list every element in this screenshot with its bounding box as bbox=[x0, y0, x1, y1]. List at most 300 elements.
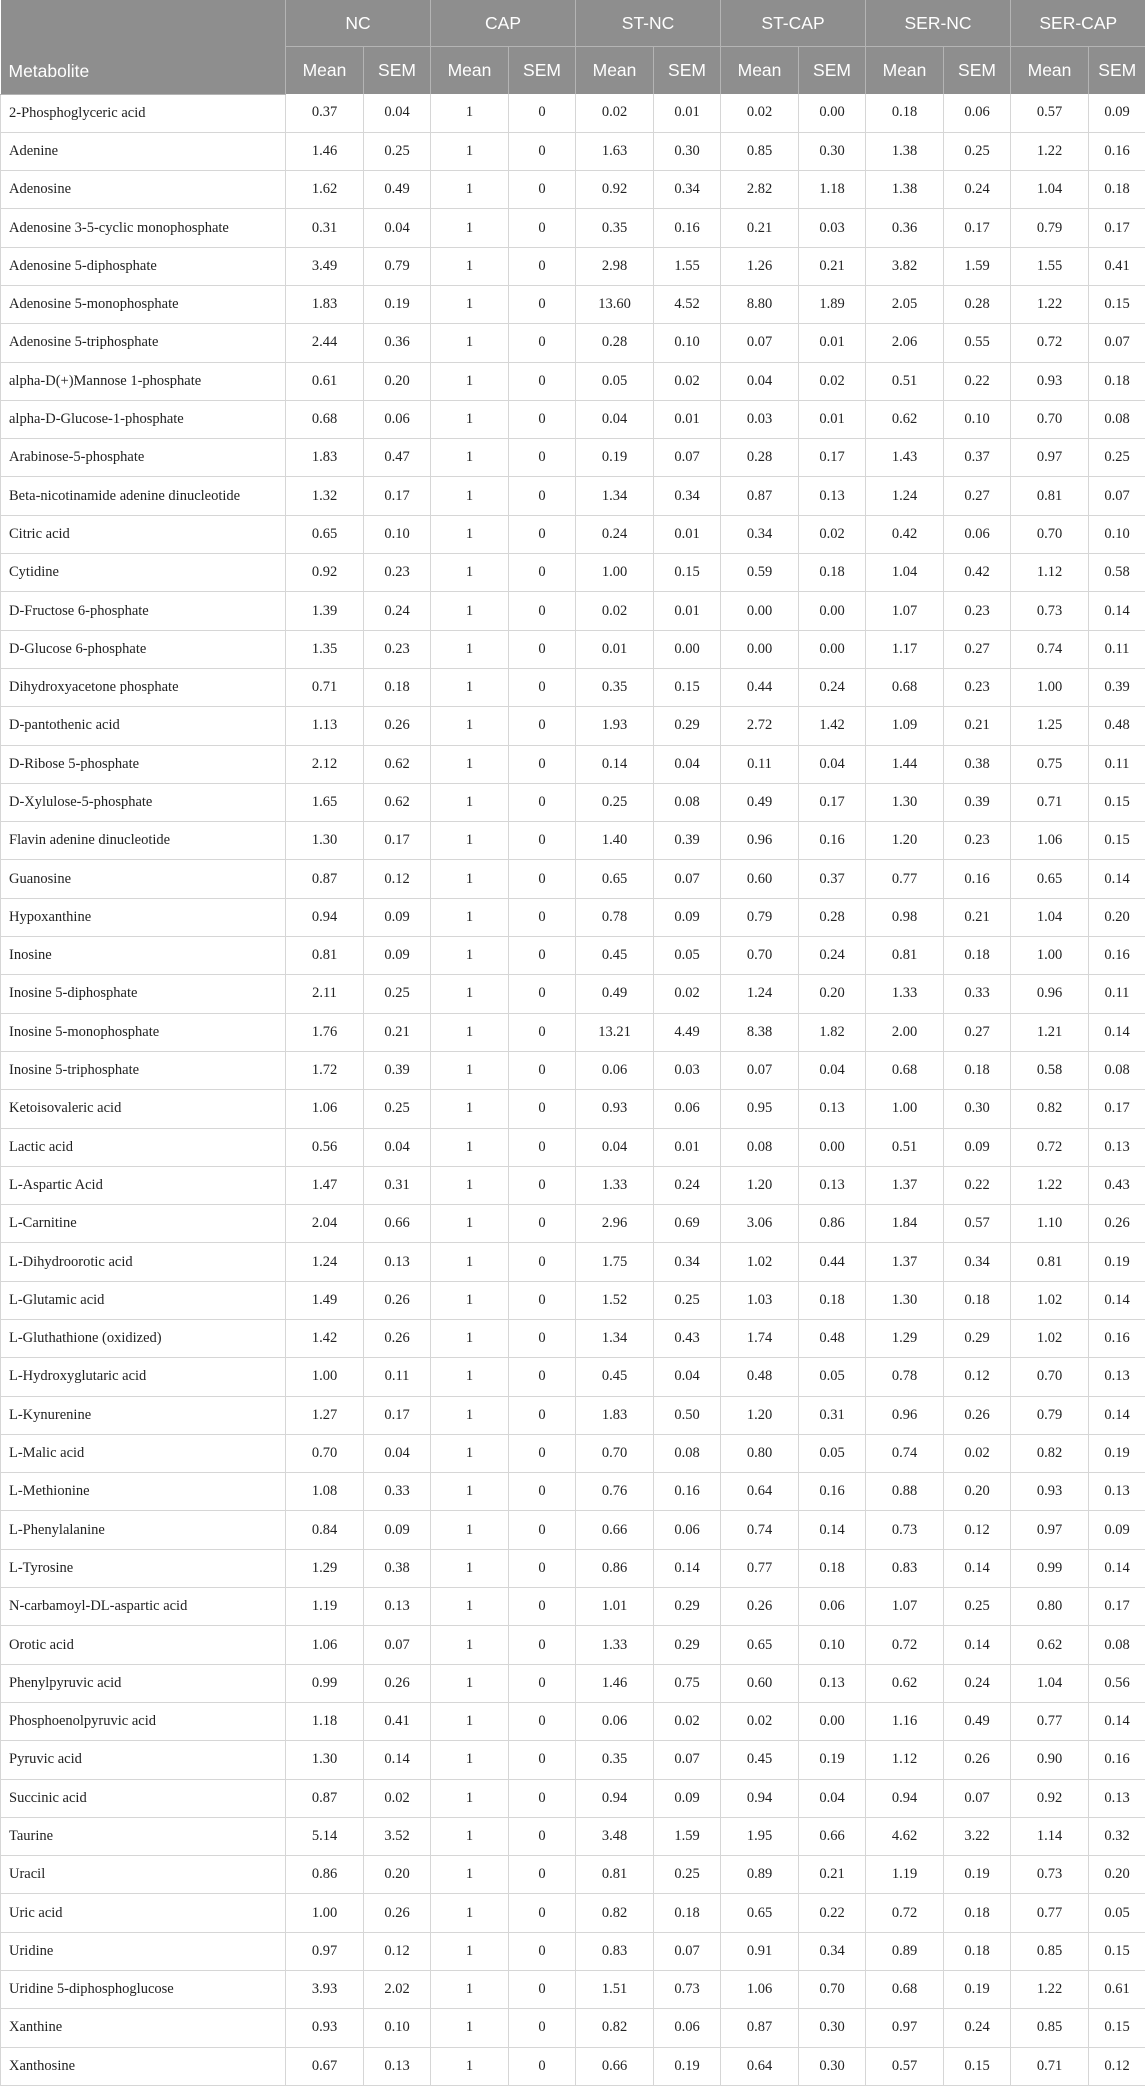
mean-value: 0.70 bbox=[1011, 400, 1089, 438]
sem-value: 0.17 bbox=[944, 209, 1011, 247]
mean-value: 1.33 bbox=[866, 975, 944, 1013]
table-row bbox=[1, 94, 1145, 132]
sem-value: 0.23 bbox=[364, 630, 431, 668]
metabolite-name: N-carbamoyl-DL-aspartic acid bbox=[1, 1588, 286, 1626]
mean-value: 3.48 bbox=[576, 1817, 654, 1855]
metabolite-name: Adenosine 5-monophosphate bbox=[1, 285, 286, 323]
sem-value: 0 bbox=[509, 822, 576, 860]
sem-value: 0.09 bbox=[944, 1128, 1011, 1166]
mean-value: 0.71 bbox=[1011, 2047, 1089, 2085]
table-row bbox=[1, 1013, 1145, 1051]
sem-value: 0.02 bbox=[944, 1434, 1011, 1472]
mean-header: Mean bbox=[431, 47, 509, 95]
mean-value: 1 bbox=[431, 1243, 509, 1281]
metabolite-name: Taurine bbox=[1, 1817, 286, 1855]
table-row bbox=[1, 285, 1145, 323]
mean-value: 0.73 bbox=[866, 1511, 944, 1549]
mean-value: 0.68 bbox=[866, 1971, 944, 2009]
mean-value: 0.93 bbox=[1011, 362, 1089, 400]
table-row bbox=[1, 822, 1145, 860]
sem-value: 0.07 bbox=[654, 1932, 721, 1970]
mean-value: 0.57 bbox=[1011, 94, 1089, 132]
sem-value: 0.11 bbox=[1089, 745, 1145, 783]
mean-value: 1 bbox=[431, 1281, 509, 1319]
sem-value: 3.22 bbox=[944, 1817, 1011, 1855]
sem-value: 0.06 bbox=[654, 1511, 721, 1549]
sem-value: 0.17 bbox=[364, 477, 431, 515]
mean-value: 0.70 bbox=[286, 1434, 364, 1472]
sem-value: 0.11 bbox=[1089, 975, 1145, 1013]
sem-value: 0.05 bbox=[1089, 1894, 1145, 1932]
mean-value: 1 bbox=[431, 1166, 509, 1204]
mean-value: 0.90 bbox=[1011, 1741, 1089, 1779]
mean-value: 1.37 bbox=[866, 1243, 944, 1281]
sem-value: 0.22 bbox=[799, 1894, 866, 1932]
mean-value: 0.25 bbox=[576, 783, 654, 821]
sem-value: 0.55 bbox=[944, 324, 1011, 362]
sem-value: 0.34 bbox=[654, 477, 721, 515]
mean-value: 0.97 bbox=[286, 1932, 364, 1970]
mean-value: 0.62 bbox=[866, 1664, 944, 1702]
mean-value: 0.66 bbox=[576, 1511, 654, 1549]
metabolite-name: Adenosine 3-5-cyclic monophosphate bbox=[1, 209, 286, 247]
sem-value: 0.23 bbox=[364, 554, 431, 592]
mean-value: 1.33 bbox=[576, 1626, 654, 1664]
sem-value: 0.04 bbox=[364, 1128, 431, 1166]
table-row bbox=[1, 1511, 1145, 1549]
mean-value: 1 bbox=[431, 1434, 509, 1472]
mean-value: 1.14 bbox=[1011, 1817, 1089, 1855]
sem-value: 0.19 bbox=[654, 2047, 721, 2085]
mean-value: 0.77 bbox=[1011, 1894, 1089, 1932]
mean-value: 1.08 bbox=[286, 1473, 364, 1511]
metabolite-name: Adenosine bbox=[1, 171, 286, 209]
sem-value: 0.24 bbox=[654, 1166, 721, 1204]
mean-value: 1.24 bbox=[721, 975, 799, 1013]
mean-value: 1 bbox=[431, 1971, 509, 2009]
mean-value: 1.46 bbox=[576, 1664, 654, 1702]
sem-value: 0.17 bbox=[364, 1396, 431, 1434]
mean-value: 2.04 bbox=[286, 1205, 364, 1243]
sem-value: 0.14 bbox=[364, 1741, 431, 1779]
mean-value: 1.83 bbox=[576, 1396, 654, 1434]
sem-value: 0.24 bbox=[944, 171, 1011, 209]
mean-value: 1 bbox=[431, 592, 509, 630]
mean-value: 1 bbox=[431, 1741, 509, 1779]
mean-value: 0.49 bbox=[576, 975, 654, 1013]
sem-value: 0.08 bbox=[1089, 400, 1145, 438]
mean-value: 0.68 bbox=[286, 400, 364, 438]
mean-value: 1 bbox=[431, 1549, 509, 1587]
sem-value: 0.12 bbox=[944, 1511, 1011, 1549]
mean-value: 0.87 bbox=[721, 477, 799, 515]
sem-value: 0.58 bbox=[1089, 554, 1145, 592]
mean-value: 0.01 bbox=[576, 630, 654, 668]
mean-value: 2.12 bbox=[286, 745, 364, 783]
mean-value: 1.17 bbox=[866, 630, 944, 668]
mean-value: 0.66 bbox=[576, 2047, 654, 2085]
metabolite-name: Uridine bbox=[1, 1932, 286, 1970]
sem-value: 0.19 bbox=[944, 1971, 1011, 2009]
sem-value: 0.21 bbox=[799, 1856, 866, 1894]
sem-value: 0.13 bbox=[799, 1664, 866, 1702]
sem-value: 0.16 bbox=[799, 1473, 866, 1511]
metabolite-name: D-Xylulose-5-phosphate bbox=[1, 783, 286, 821]
mean-value: 1 bbox=[431, 515, 509, 553]
mean-value: 0.94 bbox=[721, 1779, 799, 1817]
group-header-st-cap: ST-CAP bbox=[721, 0, 866, 47]
table-row bbox=[1, 783, 1145, 821]
table-row bbox=[1, 1320, 1145, 1358]
sem-value: 0.15 bbox=[944, 2047, 1011, 2085]
sem-value: 0.41 bbox=[1089, 247, 1145, 285]
sem-value: 0.43 bbox=[1089, 1166, 1145, 1204]
mean-value: 1.22 bbox=[1011, 132, 1089, 170]
mean-value: 0.79 bbox=[1011, 209, 1089, 247]
mean-value: 0.00 bbox=[721, 630, 799, 668]
mean-header: Mean bbox=[286, 47, 364, 95]
sem-value: 0.29 bbox=[654, 1588, 721, 1626]
mean-value: 1.30 bbox=[286, 1741, 364, 1779]
mean-value: 0.71 bbox=[1011, 783, 1089, 821]
mean-value: 0.81 bbox=[1011, 1243, 1089, 1281]
metabolite-name: Adenosine 5-triphosphate bbox=[1, 324, 286, 362]
mean-value: 0.06 bbox=[576, 1051, 654, 1089]
mean-value: 1.55 bbox=[1011, 247, 1089, 285]
sem-value: 0.10 bbox=[1089, 515, 1145, 553]
mean-value: 1.00 bbox=[1011, 668, 1089, 706]
sem-value: 0.79 bbox=[364, 247, 431, 285]
mean-value: 0.61 bbox=[286, 362, 364, 400]
sem-value: 0.22 bbox=[944, 362, 1011, 400]
mean-value: 0.70 bbox=[1011, 1358, 1089, 1396]
mean-value: 0.85 bbox=[721, 132, 799, 170]
table-row bbox=[1, 1281, 1145, 1319]
sem-value: 0 bbox=[509, 668, 576, 706]
sem-value: 0.15 bbox=[1089, 1932, 1145, 1970]
mean-value: 1.30 bbox=[286, 822, 364, 860]
mean-value: 0.45 bbox=[576, 937, 654, 975]
sem-value: 0.15 bbox=[1089, 783, 1145, 821]
sem-value: 0.19 bbox=[364, 285, 431, 323]
mean-value: 0.94 bbox=[866, 1779, 944, 1817]
mean-value: 0.95 bbox=[721, 1090, 799, 1128]
sem-value: 0.32 bbox=[1089, 1817, 1145, 1855]
mean-value: 1.51 bbox=[576, 1971, 654, 2009]
sem-value: 0 bbox=[509, 783, 576, 821]
mean-value: 1.47 bbox=[286, 1166, 364, 1204]
sem-value: 0.14 bbox=[799, 1511, 866, 1549]
sem-value: 0 bbox=[509, 630, 576, 668]
sem-value: 0.14 bbox=[1089, 592, 1145, 630]
sem-value: 0.34 bbox=[654, 171, 721, 209]
table-row bbox=[1, 1205, 1145, 1243]
sem-value: 0.24 bbox=[364, 592, 431, 630]
sem-value: 0 bbox=[509, 1320, 576, 1358]
sem-value: 0.47 bbox=[364, 439, 431, 477]
mean-value: 0.48 bbox=[721, 1358, 799, 1396]
sem-value: 0.01 bbox=[654, 400, 721, 438]
sem-value: 0.08 bbox=[654, 783, 721, 821]
table-row bbox=[1, 1779, 1145, 1817]
mean-value: 2.00 bbox=[866, 1013, 944, 1051]
sem-value: 0.33 bbox=[944, 975, 1011, 1013]
sem-value: 0 bbox=[509, 1779, 576, 1817]
sem-value: 0.07 bbox=[654, 1741, 721, 1779]
sem-value: 0.19 bbox=[1089, 1243, 1145, 1281]
metabolite-name: Succinic acid bbox=[1, 1779, 286, 1817]
metabolite-name: L-Methionine bbox=[1, 1473, 286, 1511]
sem-value: 0.18 bbox=[799, 1549, 866, 1587]
sem-value: 0.23 bbox=[944, 668, 1011, 706]
mean-value: 0.45 bbox=[721, 1741, 799, 1779]
sem-value: 0.26 bbox=[364, 1320, 431, 1358]
sem-value: 0.07 bbox=[654, 439, 721, 477]
mean-value: 0.99 bbox=[286, 1664, 364, 1702]
mean-value: 0.64 bbox=[721, 2047, 799, 2085]
mean-value: 0.07 bbox=[721, 324, 799, 362]
sem-value: 0 bbox=[509, 1894, 576, 1932]
metabolite-name: D-Ribose 5-phosphate bbox=[1, 745, 286, 783]
metabolite-name: Beta-nicotinamide adenine dinucleotide bbox=[1, 477, 286, 515]
mean-value: 3.06 bbox=[721, 1205, 799, 1243]
sem-value: 0.31 bbox=[364, 1166, 431, 1204]
mean-value: 0.76 bbox=[576, 1473, 654, 1511]
metabolite-name: Ketoisovaleric acid bbox=[1, 1090, 286, 1128]
sem-value: 0.75 bbox=[654, 1664, 721, 1702]
mean-value: 0.98 bbox=[866, 898, 944, 936]
mean-value: 1 bbox=[431, 1320, 509, 1358]
sem-value: 0.34 bbox=[799, 1932, 866, 1970]
mean-value: 1.95 bbox=[721, 1817, 799, 1855]
table-row bbox=[1, 1971, 1145, 2009]
mean-value: 0.42 bbox=[866, 515, 944, 553]
group-header-ser-cap: SER-CAP bbox=[1011, 0, 1145, 47]
table-row bbox=[1, 1702, 1145, 1740]
sem-header: SEM bbox=[654, 47, 721, 95]
sem-value: 0.70 bbox=[799, 1971, 866, 2009]
mean-value: 0.85 bbox=[1011, 1932, 1089, 1970]
sem-value: 0.14 bbox=[944, 1549, 1011, 1587]
sem-value: 0.17 bbox=[1089, 209, 1145, 247]
sem-value: 0.18 bbox=[944, 1051, 1011, 1089]
mean-value: 0.21 bbox=[721, 209, 799, 247]
mean-value: 1.04 bbox=[1011, 171, 1089, 209]
mean-value: 1.00 bbox=[576, 554, 654, 592]
mean-value: 0.89 bbox=[866, 1932, 944, 1970]
table-row bbox=[1, 1549, 1145, 1587]
sem-value: 0.04 bbox=[799, 1051, 866, 1089]
mean-value: 0.81 bbox=[576, 1856, 654, 1894]
sem-value: 0.01 bbox=[654, 94, 721, 132]
metabolite-name: Dihydroxyacetone phosphate bbox=[1, 668, 286, 706]
mean-value: 0.56 bbox=[286, 1128, 364, 1166]
sem-value: 0.13 bbox=[1089, 1358, 1145, 1396]
metabolite-name: Hypoxanthine bbox=[1, 898, 286, 936]
mean-value: 0.07 bbox=[721, 1051, 799, 1089]
metabolite-name: Uric acid bbox=[1, 1894, 286, 1932]
sem-value: 0 bbox=[509, 2009, 576, 2047]
mean-value: 0.64 bbox=[721, 1473, 799, 1511]
mean-value: 0.73 bbox=[1011, 592, 1089, 630]
mean-value: 1 bbox=[431, 1856, 509, 1894]
table-row bbox=[1, 860, 1145, 898]
mean-value: 0.82 bbox=[1011, 1434, 1089, 1472]
sem-value: 0 bbox=[509, 94, 576, 132]
sem-value: 0.30 bbox=[799, 2009, 866, 2047]
sem-value: 0.48 bbox=[1089, 707, 1145, 745]
sem-value: 0.38 bbox=[364, 1549, 431, 1587]
sem-value: 0.38 bbox=[944, 745, 1011, 783]
mean-value: 0.78 bbox=[866, 1358, 944, 1396]
sem-value: 0 bbox=[509, 1664, 576, 1702]
sem-value: 1.59 bbox=[944, 247, 1011, 285]
sem-value: 0.48 bbox=[799, 1320, 866, 1358]
mean-value: 1 bbox=[431, 1511, 509, 1549]
table-row bbox=[1, 324, 1145, 362]
sem-value: 0.07 bbox=[1089, 477, 1145, 515]
metabolite-name: L-Tyrosine bbox=[1, 1549, 286, 1587]
mean-value: 1 bbox=[431, 745, 509, 783]
mean-value: 1 bbox=[431, 209, 509, 247]
mean-value: 0.26 bbox=[721, 1588, 799, 1626]
sem-value: 0.06 bbox=[944, 515, 1011, 553]
sem-value: 0.13 bbox=[1089, 1473, 1145, 1511]
mean-value: 1.02 bbox=[1011, 1320, 1089, 1358]
metabolite-name: Inosine bbox=[1, 937, 286, 975]
mean-value: 1.06 bbox=[1011, 822, 1089, 860]
mean-value: 0.65 bbox=[576, 860, 654, 898]
mean-value: 0.86 bbox=[576, 1549, 654, 1587]
sem-value: 0.09 bbox=[1089, 94, 1145, 132]
metabolite-name: 2-Phosphoglyceric acid bbox=[1, 94, 286, 132]
sem-value: 0.18 bbox=[364, 668, 431, 706]
sem-value: 0.41 bbox=[364, 1702, 431, 1740]
mean-value: 0.75 bbox=[1011, 745, 1089, 783]
mean-value: 0.81 bbox=[286, 937, 364, 975]
mean-value: 1.52 bbox=[576, 1281, 654, 1319]
sem-value: 0.25 bbox=[654, 1281, 721, 1319]
sem-value: 0 bbox=[509, 1856, 576, 1894]
mean-value: 0.35 bbox=[576, 1741, 654, 1779]
sem-value: 0 bbox=[509, 285, 576, 323]
sem-value: 0.23 bbox=[944, 592, 1011, 630]
sem-value: 0.10 bbox=[654, 324, 721, 362]
mean-value: 0.04 bbox=[576, 400, 654, 438]
mean-value: 1.44 bbox=[866, 745, 944, 783]
sem-value: 0 bbox=[509, 1205, 576, 1243]
mean-value: 1 bbox=[431, 1128, 509, 1166]
mean-value: 1 bbox=[431, 1051, 509, 1089]
sem-value: 0.01 bbox=[799, 324, 866, 362]
mean-value: 1.06 bbox=[286, 1090, 364, 1128]
metabolite-name: L-Aspartic Acid bbox=[1, 1166, 286, 1204]
mean-value: 1 bbox=[431, 1013, 509, 1051]
sem-value: 0 bbox=[509, 400, 576, 438]
sem-value: 0 bbox=[509, 1243, 576, 1281]
mean-value: 0.77 bbox=[721, 1549, 799, 1587]
sem-value: 0.00 bbox=[799, 1702, 866, 1740]
sem-value: 0.12 bbox=[944, 1358, 1011, 1396]
mean-value: 1.30 bbox=[866, 1281, 944, 1319]
sem-value: 0.18 bbox=[944, 1894, 1011, 1932]
sem-value: 0.24 bbox=[944, 1664, 1011, 1702]
sem-value: 0.18 bbox=[944, 1281, 1011, 1319]
sem-value: 0.00 bbox=[799, 1128, 866, 1166]
sem-value: 0.06 bbox=[944, 94, 1011, 132]
mean-value: 1.38 bbox=[866, 132, 944, 170]
metabolite-name: Adenine bbox=[1, 132, 286, 170]
sem-value: 0.26 bbox=[364, 707, 431, 745]
mean-value: 0.92 bbox=[286, 554, 364, 592]
sem-value: 0.12 bbox=[364, 860, 431, 898]
mean-value: 5.14 bbox=[286, 1817, 364, 1855]
sem-value: 0.08 bbox=[1089, 1626, 1145, 1664]
sem-value: 0.02 bbox=[654, 362, 721, 400]
sem-value: 0.30 bbox=[799, 132, 866, 170]
mean-value: 0.74 bbox=[721, 1511, 799, 1549]
sem-value: 0.25 bbox=[944, 1588, 1011, 1626]
sem-value: 0.02 bbox=[364, 1779, 431, 1817]
metabolite-name: Lactic acid bbox=[1, 1128, 286, 1166]
mean-value: 0.82 bbox=[576, 2009, 654, 2047]
sem-value: 0.07 bbox=[364, 1626, 431, 1664]
mean-value: 1 bbox=[431, 2009, 509, 2047]
sem-value: 0.26 bbox=[944, 1741, 1011, 1779]
sem-value: 0.62 bbox=[364, 783, 431, 821]
mean-value: 1.00 bbox=[866, 1090, 944, 1128]
mean-value: 0.71 bbox=[286, 668, 364, 706]
mean-value: 0.59 bbox=[721, 554, 799, 592]
mean-value: 1.74 bbox=[721, 1320, 799, 1358]
mean-value: 0.51 bbox=[866, 362, 944, 400]
table-row bbox=[1, 1166, 1145, 1204]
mean-value: 1.32 bbox=[286, 477, 364, 515]
mean-value: 0.94 bbox=[286, 898, 364, 936]
mean-value: 0.96 bbox=[721, 822, 799, 860]
mean-value: 0.97 bbox=[1011, 439, 1089, 477]
sem-value: 0.09 bbox=[654, 1779, 721, 1817]
mean-value: 1.83 bbox=[286, 439, 364, 477]
table-row bbox=[1, 937, 1145, 975]
sem-value: 0 bbox=[509, 898, 576, 936]
mean-value: 1.42 bbox=[286, 1320, 364, 1358]
table-row bbox=[1, 1894, 1145, 1932]
table-row bbox=[1, 1396, 1145, 1434]
mean-value: 1 bbox=[431, 171, 509, 209]
table-row bbox=[1, 247, 1145, 285]
group-header-nc: NC bbox=[286, 0, 431, 47]
mean-value: 1 bbox=[431, 1702, 509, 1740]
metabolite-name: Arabinose-5-phosphate bbox=[1, 439, 286, 477]
sem-value: 0.50 bbox=[654, 1396, 721, 1434]
sem-value: 0.25 bbox=[364, 132, 431, 170]
sem-header: SEM bbox=[1089, 47, 1145, 95]
mean-value: 0.97 bbox=[1011, 1511, 1089, 1549]
mean-value: 0.92 bbox=[1011, 1779, 1089, 1817]
mean-value: 1.20 bbox=[866, 822, 944, 860]
mean-value: 13.21 bbox=[576, 1013, 654, 1051]
sem-value: 0.34 bbox=[654, 1243, 721, 1281]
mean-value: 1 bbox=[431, 1588, 509, 1626]
mean-value: 0.97 bbox=[866, 2009, 944, 2047]
sem-value: 0.06 bbox=[799, 1588, 866, 1626]
mean-value: 1.75 bbox=[576, 1243, 654, 1281]
mean-value: 1 bbox=[431, 554, 509, 592]
mean-value: 4.62 bbox=[866, 1817, 944, 1855]
mean-value: 0.14 bbox=[576, 745, 654, 783]
sem-value: 0.17 bbox=[364, 822, 431, 860]
